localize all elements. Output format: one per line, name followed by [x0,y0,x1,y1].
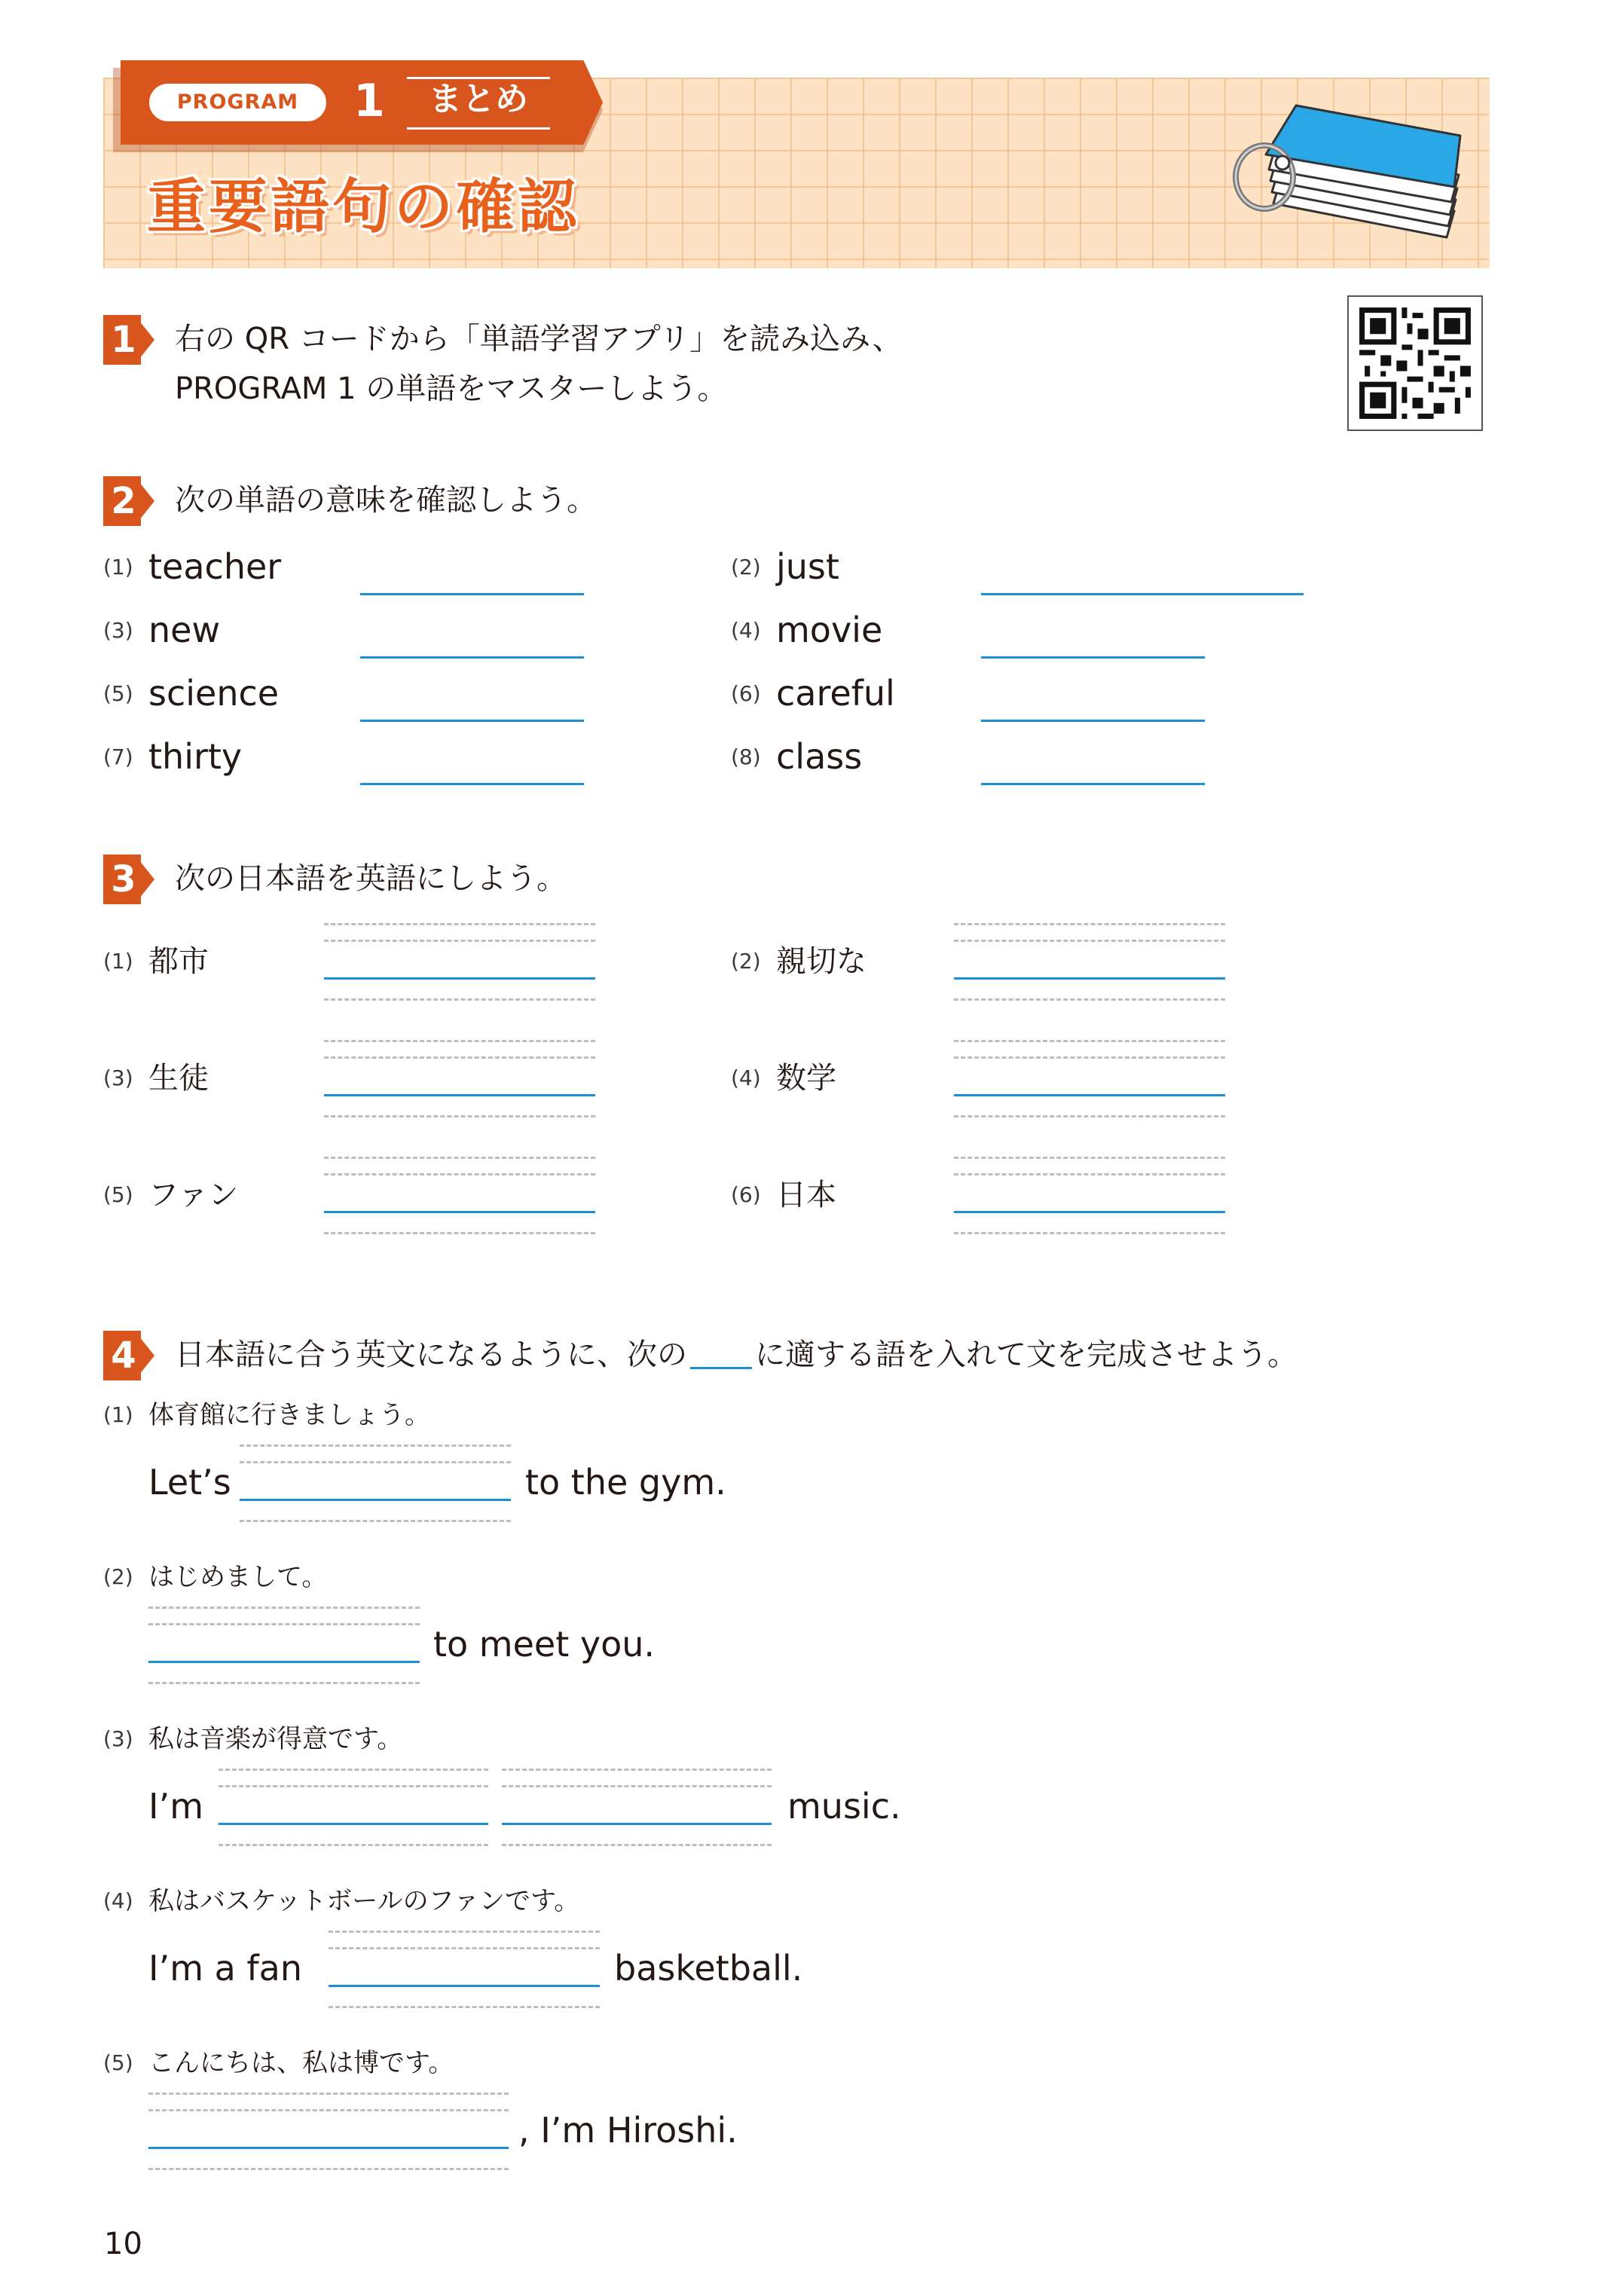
vocab-word: new [148,610,221,650]
translate-number: (1) [103,949,133,974]
sentence-number: (5) [103,2050,133,2075]
section-1-number: 1 [111,319,136,361]
section-3-instruction: 次の日本語を英語にしよう。 [175,861,567,896]
vocab-number: (3) [103,618,133,643]
vocab-number: (6) [731,681,761,706]
translate-word: 親切な [776,944,867,979]
section-4-instruction [175,1334,1298,1376]
vocab-word: teacher [148,546,282,587]
vocab-answer-line[interactable] [981,783,1205,785]
vocab-answer-line[interactable] [360,783,584,785]
section-2-number: 2 [111,480,136,522]
vocab-answer-line[interactable] [981,593,1304,595]
vocab-word: careful [776,673,895,714]
vocab-number: (1) [103,555,133,579]
section-1-line2: PROGRAM 1 の単語をマスターしよう。 [175,371,728,406]
writing-guide[interactable] [954,1040,1225,1123]
translate-number: (3) [103,1065,133,1090]
vocab-number: (7) [103,744,133,769]
sentence-number: (2) [103,1564,133,1589]
sentence-japanese: はじめまして。 [148,1562,328,1592]
vocab-answer-line[interactable] [981,656,1205,659]
vocab-answer-line[interactable] [360,593,584,595]
translate-word: 日本 [776,1178,836,1212]
vocab-word: just [776,546,839,587]
sentence-before: Let’s [148,1462,231,1503]
translate-word: 数学 [776,1061,836,1096]
section-3-badge [103,855,153,904]
vocab-word: thirty [148,736,243,777]
sentence-japanese: 私は音楽が得意です。 [148,1724,403,1754]
writing-guide[interactable] [502,1769,772,1851]
qr-code-icon [1349,297,1481,430]
translate-number: (2) [731,949,761,974]
translate-word: 都市 [148,944,209,979]
sentence-after: basketball. [614,1948,803,1989]
matome-label: まとめ [407,75,550,130]
vocab-number: (2) [731,555,761,579]
section-1-line1: 右の QR コードから「単語学習アプリ」を読み込み、 [175,322,903,356]
section-4-badge [103,1331,153,1380]
section-4-instruction-before: 日本語に合う英文になるように、次の [175,1338,687,1372]
vocab-word: science [148,673,280,714]
writing-guide[interactable] [324,1040,595,1123]
program-label: PROGRAM [149,84,326,121]
translate-word: 生徒 [148,1061,209,1096]
program-number: 1 [353,75,385,127]
sentence-number: (1) [103,1402,133,1427]
section-2-badge [103,476,153,526]
vocab-word: movie [776,610,883,650]
writing-guide[interactable] [324,1157,595,1240]
vocab-number: (8) [731,744,761,769]
vocab-answer-line[interactable] [360,656,584,659]
writing-guide[interactable] [219,1769,488,1851]
translate-number: (6) [731,1182,761,1207]
writing-guide[interactable] [329,1931,600,2013]
inline-blank-mark [690,1367,752,1369]
section-2-instruction: 次の単語の意味を確認しよう。 [175,483,597,518]
section-4-instruction-after: に適する語を入れて文を完成させよう。 [755,1338,1298,1372]
writing-guide[interactable] [148,1607,420,1689]
sentence-after: to meet you. [433,1624,656,1665]
section-4-number: 4 [111,1334,136,1377]
vocab-answer-line[interactable] [981,720,1205,722]
section-3-number: 3 [111,858,136,900]
sentence-after: , I’m Hiroshi. [518,2110,738,2151]
sentence-after: music. [787,1786,901,1827]
word-cards-icon [1183,90,1484,264]
sentence-japanese: 体育館に行きましょう。 [148,1400,430,1430]
sentence-japanese: 私はバスケットボールのファンです。 [148,1886,580,1916]
sentence-number: (3) [103,1726,133,1751]
page-title: 重要語句の確認 [147,173,580,241]
writing-guide[interactable] [954,1157,1225,1240]
vocab-number: (4) [731,618,761,643]
section-1-badge [103,315,153,365]
vocab-number: (5) [103,681,133,706]
page-number: 10 [104,2227,142,2261]
translate-number: (5) [103,1182,133,1207]
sentence-before: I’m [148,1786,203,1827]
sentence-number: (4) [103,1888,133,1913]
translate-word: ファン [148,1178,239,1212]
translate-number: (4) [731,1065,761,1090]
vocab-answer-line[interactable] [360,720,584,722]
writing-guide[interactable] [240,1445,511,1527]
writing-guide[interactable] [324,923,595,1006]
vocab-word: class [776,736,863,777]
writing-guide[interactable] [954,923,1225,1006]
sentence-before: I’m a fan [148,1948,302,1989]
sentence-japanese: こんにちは、私は博です。 [148,2048,454,2078]
sentence-after: to the gym. [525,1462,726,1503]
writing-guide[interactable] [148,2093,509,2175]
qr-code[interactable] [1347,295,1483,431]
